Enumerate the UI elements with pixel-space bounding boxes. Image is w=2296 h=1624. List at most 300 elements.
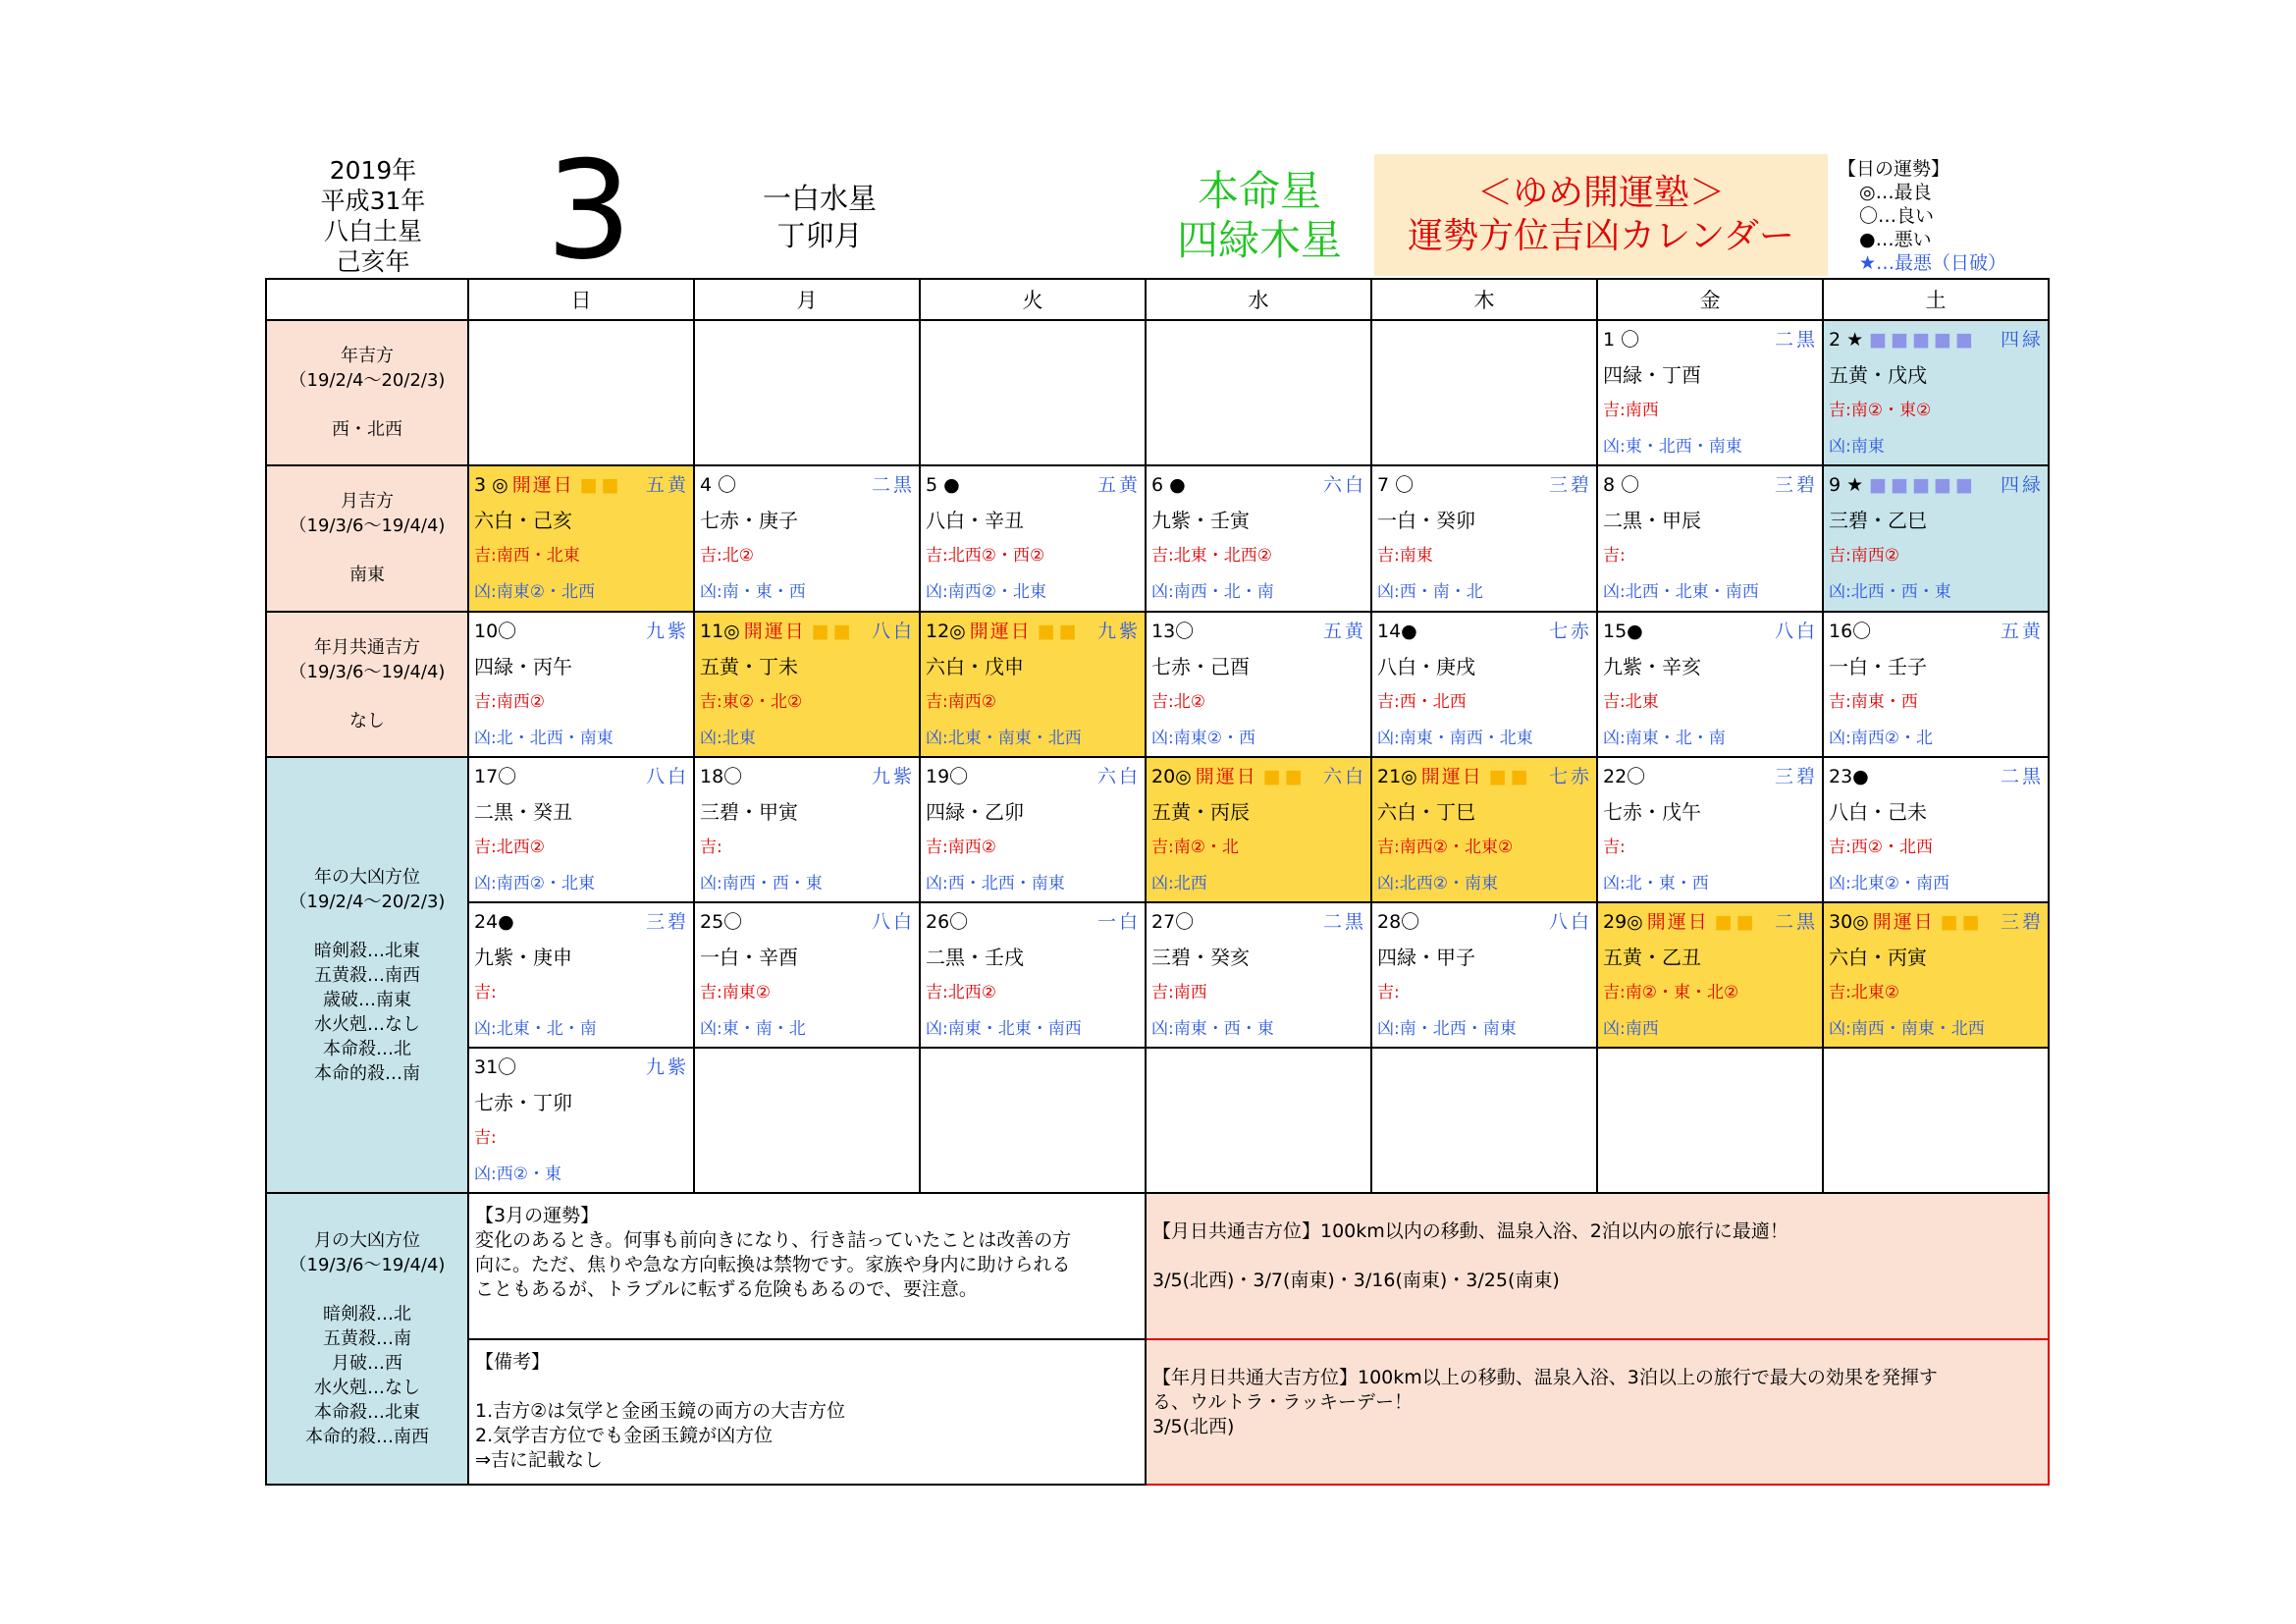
- day-number: 20◎: [1151, 765, 1192, 787]
- day-kichi: 吉:南西②・北東②: [1377, 837, 1514, 857]
- day-number: 4 〇: [700, 474, 737, 497]
- day-kichi: 吉:: [1377, 983, 1400, 1002]
- day-eto: 三碧・甲寅: [700, 799, 798, 824]
- day-cell[interactable]: [1597, 320, 1823, 465]
- day-kyo: 凶:北東②・南西: [1829, 873, 1949, 893]
- side-item: 本命殺…北: [323, 1038, 411, 1059]
- day-number: 2 ★: [1829, 329, 1864, 352]
- day-kichi: 吉:南②・東②: [1829, 401, 1932, 421]
- day-number: 29◎: [1603, 911, 1643, 933]
- week-row: [266, 320, 2049, 465]
- day-kyusei: 九紫: [1096, 620, 1141, 642]
- day-eto: 三碧・乙巳: [1829, 509, 1927, 533]
- nengappi-kippo-note: [1146, 1339, 2049, 1485]
- day-kyo: 凶:南東・北東・南西: [926, 1019, 1082, 1039]
- side-title: 年月共通吉方: [314, 636, 420, 658]
- day-header: [1377, 762, 1592, 791]
- day-kyusei: 四緑: [2000, 329, 2044, 352]
- day-header: [1151, 907, 1366, 937]
- day-header: [926, 907, 1141, 937]
- day-cell[interactable]: [1823, 465, 2049, 611]
- day-cell[interactable]: [1371, 465, 1597, 611]
- day-header: [1603, 470, 1818, 500]
- day-kichi: 吉:北東②: [1829, 983, 1899, 1002]
- day-cell[interactable]: [694, 612, 920, 757]
- day-kyusei: 二黒: [1774, 329, 1818, 352]
- note-title: 【備考】: [475, 1350, 551, 1373]
- day-kyo: 凶:北・北西・南東: [474, 728, 614, 748]
- day-kyusei: 九紫: [645, 1056, 689, 1079]
- day-cell[interactable]: [1597, 757, 1823, 902]
- day-eto: 五黄・戊戌: [1829, 363, 1927, 388]
- weekday-blank: [266, 279, 468, 320]
- day-cell[interactable]: [1823, 612, 2049, 757]
- side-item: 暗剣殺…北東: [314, 940, 420, 961]
- day-eto: 五黄・丙辰: [1151, 799, 1250, 824]
- day-number: 1 〇: [1603, 329, 1640, 352]
- day-kyusei: 二黒: [2000, 765, 2044, 787]
- honmei-star: [1147, 167, 1372, 265]
- day-eto: 四緑・丙午: [474, 654, 572, 678]
- day-kichi: 吉:北西②・西②: [926, 546, 1045, 567]
- day-header: [926, 617, 1141, 646]
- day-header: [926, 762, 1141, 791]
- calendar-grid: [265, 278, 2048, 1486]
- day-header: [1603, 907, 1818, 937]
- day-kyusei: 三碧: [645, 911, 689, 933]
- day-kyo: 凶:北・東・西: [1603, 873, 1709, 893]
- note-title: 【3月の運勢】: [475, 1205, 600, 1227]
- day-header: [474, 617, 689, 646]
- day-header: [926, 470, 1141, 500]
- side-item: 本命的殺…南西: [305, 1427, 429, 1448]
- weekday-fri: 金: [1597, 279, 1823, 320]
- note-line: る、ウルトラ・ラッキーデー！: [1152, 1390, 1414, 1413]
- day-cell[interactable]: [1823, 320, 2049, 465]
- day-kichi: 吉:東②・北②: [700, 691, 803, 712]
- day-number: 28〇: [1377, 911, 1420, 933]
- kaiun-label: 開運日: [1872, 911, 1935, 933]
- day-number: 30◎: [1829, 911, 1869, 933]
- side-period: （19/3/6～19/4/4): [289, 661, 446, 682]
- day-cell[interactable]: [1823, 902, 2049, 1048]
- day-eto: 八白・己未: [1829, 799, 1927, 824]
- day-header: [1829, 617, 2044, 646]
- day-header: [1151, 617, 1366, 646]
- day-kyo: 凶:東・南・北: [700, 1019, 806, 1039]
- day-header: [474, 1053, 689, 1082]
- day-header: [700, 762, 915, 791]
- day-header: [1377, 907, 1592, 937]
- day-kichi: 吉:南②・北: [1151, 837, 1239, 857]
- day-kyo: 凶:東・北西・南東: [1603, 437, 1742, 458]
- week-row: [266, 465, 2049, 611]
- day-kichi: 吉:南東・西: [1829, 691, 1918, 712]
- day-kichi: 吉:南西②: [474, 691, 545, 712]
- day-kichi: 吉:: [474, 983, 497, 1002]
- side-item: 暗剣殺…北: [323, 1304, 411, 1326]
- day-cell[interactable]: [468, 902, 694, 1048]
- honmei-label: 本命星: [1197, 167, 1321, 215]
- day-cell[interactable]: [1146, 757, 1371, 902]
- day-header: [1603, 325, 1818, 354]
- day-cell[interactable]: [1597, 612, 1823, 757]
- day-eto: 二黒・甲辰: [1603, 509, 1701, 533]
- brand-name: ＜ゆめ開運塾＞: [1476, 173, 1725, 213]
- note-line: 3/5(北西)・3/7(南東)・3/16(南東)・3/25(南東): [1152, 1270, 1560, 1292]
- side-nen-kippo: [266, 320, 468, 465]
- day-kyo: 凶:南西・南東・北西: [1829, 1019, 1985, 1039]
- kaiun-marker-icon: ■■: [579, 474, 623, 497]
- day-kyusei: 八白: [1548, 911, 1592, 933]
- day-kyo: 凶:西・北西・南東: [926, 873, 1065, 893]
- day-eto: 九紫・辛亥: [1603, 654, 1701, 678]
- day-eto: 七赤・丁卯: [474, 1091, 572, 1115]
- day-kichi: 吉:北②: [1151, 691, 1205, 712]
- weekday-mon: 月: [694, 279, 920, 320]
- day-eto: 五黄・丁未: [700, 654, 798, 678]
- weekday-thu: 木: [1371, 279, 1597, 320]
- remarks-note: [468, 1339, 1146, 1485]
- day-cell[interactable]: [1146, 465, 1371, 611]
- day-header: [700, 470, 915, 500]
- day-kyo: 凶:北東: [700, 728, 756, 748]
- day-kyo: 凶:南西・西・東: [700, 873, 823, 893]
- weekday-wed: 水: [1146, 279, 1371, 320]
- side-title: 年の大凶方位: [314, 866, 420, 888]
- day-number: 24●: [474, 911, 514, 933]
- day-number: 10〇: [474, 620, 517, 642]
- day-kyo: 凶:西・南・北: [1377, 582, 1483, 603]
- day-kyusei: 五黄: [2000, 620, 2044, 642]
- day-kichi: 吉:西②・北西: [1829, 837, 1933, 857]
- day-kyusei: 二黒: [1774, 911, 1818, 933]
- day-number: 11◎: [700, 620, 740, 642]
- day-kichi: 吉:南西: [1151, 983, 1207, 1002]
- day-cell-empty: [1371, 320, 1597, 465]
- day-cell[interactable]: [468, 757, 694, 902]
- weekday-row: [266, 279, 2049, 320]
- day-kichi: 吉:北西②: [926, 983, 996, 1002]
- kaiun-label: 開運日: [1195, 765, 1257, 787]
- day-kyusei: 五黄: [645, 474, 689, 497]
- day-eto: 九紫・庚申: [474, 946, 572, 969]
- day-kyo: 凶:南東・西・東: [1151, 1019, 1274, 1039]
- day-cell[interactable]: [920, 612, 1146, 757]
- day-kichi: 吉:: [700, 837, 722, 857]
- day-eto: 六白・己亥: [474, 509, 572, 533]
- legend-worst: ★…最悪（日破）: [1859, 252, 2007, 274]
- day-number: 31〇: [474, 1056, 517, 1079]
- day-kyusei: 八白: [1774, 620, 1818, 642]
- note-line: 向に。ただ、焦りや急な方向転換は禁物です。家族や身内に助けられる: [475, 1254, 1071, 1276]
- note-title: 【年月日共通大吉方位】100km以上の移動、温泉入浴、3泊以上の旅行で最大の効果を発揮す: [1152, 1366, 1938, 1388]
- month-eto-line: 丁卯月: [776, 219, 863, 252]
- day-kyo: 凶:北西・北東・南西: [1603, 582, 1759, 603]
- day-eto: 八白・庚戌: [1377, 654, 1475, 678]
- day-cell-empty: [1597, 1048, 1823, 1193]
- side-value: 西・北西: [332, 419, 402, 441]
- day-eto: 七赤・己酉: [1151, 654, 1250, 678]
- day-kichi: 吉:北東・北西②: [1151, 546, 1272, 567]
- day-kyo: 凶:南東・南西・北東: [1377, 728, 1533, 748]
- day-header: [1377, 617, 1592, 646]
- week-row: [266, 902, 2049, 1048]
- day-number: 19〇: [926, 765, 969, 787]
- day-kichi: 吉:北②: [700, 546, 754, 567]
- kaiun-label: 開運日: [743, 620, 806, 642]
- day-kyo: 凶:北東・北・南: [474, 1019, 597, 1039]
- kaiun-marker-icon: ■■: [1714, 911, 1758, 933]
- legend-bad: ●…悪い: [1859, 229, 1932, 250]
- nippa-marker-icon: ■■■■■: [1869, 329, 1977, 352]
- day-header: [700, 907, 915, 937]
- day-kyo: 凶:南東・北・南: [1603, 728, 1726, 748]
- side-item: 水火剋…なし: [314, 1013, 420, 1035]
- nippa-marker-icon: ■■■■■: [1869, 474, 1977, 497]
- day-kyusei: 五黄: [1322, 620, 1366, 642]
- day-kyo: 凶:南・東・西: [700, 582, 806, 603]
- side-title: 月吉方: [341, 491, 394, 513]
- kaiun-marker-icon: ■■: [1940, 911, 1984, 933]
- week-row: [266, 757, 2049, 902]
- day-number: 3 ◎: [474, 474, 508, 497]
- day-kyusei: 三碧: [2000, 911, 2044, 933]
- day-kyusei: 八白: [645, 765, 689, 787]
- side-item: 水火剋…なし: [314, 1378, 420, 1399]
- fortune-legend: [1838, 157, 2044, 275]
- kaiun-marker-icon: ■■: [811, 620, 855, 642]
- day-cell[interactable]: [694, 465, 920, 611]
- weekday-tue: 火: [920, 279, 1146, 320]
- side-period: （19/3/6～19/4/4): [289, 515, 446, 537]
- year-info: [270, 155, 476, 277]
- day-kichi: 吉:: [1603, 837, 1626, 857]
- day-cell[interactable]: [1597, 902, 1823, 1048]
- day-kyusei: 四緑: [2000, 474, 2044, 497]
- day-header: [1151, 470, 1366, 500]
- day-eto: 四緑・乙卯: [926, 799, 1024, 824]
- day-number: 25〇: [700, 911, 743, 933]
- year-eto-line: 己亥年: [336, 247, 410, 276]
- day-eto: 三碧・癸亥: [1151, 946, 1250, 969]
- kaiun-label: 開運日: [511, 474, 574, 497]
- day-number: 14●: [1377, 620, 1417, 642]
- day-header: [1151, 762, 1366, 791]
- day-kyo: 凶:南東②・北西: [474, 582, 595, 603]
- day-cell-empty: [920, 320, 1146, 465]
- legend-good: 〇…良い: [1859, 205, 1935, 227]
- side-item: 本命的殺…南: [314, 1062, 420, 1084]
- day-cell[interactable]: [694, 902, 920, 1048]
- day-eto: 六白・丁巳: [1377, 799, 1475, 824]
- month-number: 3: [546, 132, 632, 290]
- day-number: 22〇: [1603, 765, 1646, 787]
- day-number: 16〇: [1829, 620, 1872, 642]
- note-line: こともあるが、トラブルに転ずる危険もあるので、要注意。: [475, 1278, 978, 1301]
- day-kyo: 凶:南東②・西: [1151, 728, 1255, 748]
- day-cell[interactable]: [920, 902, 1146, 1048]
- note-line: ⇒吉に記載なし: [475, 1448, 603, 1471]
- weekday-sat: 土: [1823, 279, 2049, 320]
- day-kyo: 凶:南西: [1603, 1019, 1659, 1039]
- side-tsuki-daikyo: [266, 1193, 468, 1485]
- day-number: 17〇: [474, 765, 517, 787]
- side-item: 歳破…南東: [323, 989, 411, 1010]
- day-kyo: 凶:南西②・北東: [474, 873, 595, 893]
- kaiun-label: 開運日: [969, 620, 1032, 642]
- day-header: [1829, 470, 2044, 500]
- day-number: 5 ●: [926, 474, 960, 497]
- year-star-line: 八白土星: [323, 217, 422, 245]
- side-tsuki-kippo: [266, 465, 468, 611]
- day-kyo: 凶:北西: [1151, 873, 1207, 893]
- day-kichi: 吉:南西: [1603, 401, 1659, 421]
- day-kichi: 吉:南東②: [700, 983, 771, 1002]
- note-title: 【月日共通吉方位】100km以内の移動、温泉入浴、2泊以内の旅行に最適！: [1152, 1220, 1789, 1243]
- weekday-sun: 日: [468, 279, 694, 320]
- day-number: 6 ●: [1151, 474, 1186, 497]
- day-cell-empty: [468, 320, 694, 465]
- day-eto: 七赤・戊午: [1603, 799, 1701, 824]
- day-cell[interactable]: [468, 465, 694, 611]
- day-cell[interactable]: [468, 1048, 694, 1193]
- day-eto: 四緑・丁酉: [1603, 363, 1701, 388]
- kaiun-label: 開運日: [1646, 911, 1709, 933]
- day-cell[interactable]: [1146, 612, 1371, 757]
- day-kyusei: 二黒: [871, 474, 915, 497]
- day-kyusei: 八白: [871, 620, 915, 642]
- day-kyo: 凶:北西②・南東: [1377, 873, 1498, 893]
- day-kyo: 凶:南西②・北東: [926, 582, 1046, 603]
- day-cell-empty: [1371, 1048, 1597, 1193]
- day-kyusei: 五黄: [1096, 474, 1141, 497]
- day-header: [474, 470, 689, 500]
- day-number: 12◎: [926, 620, 966, 642]
- day-cell[interactable]: [1371, 757, 1597, 902]
- day-kyusei: 八白: [871, 911, 915, 933]
- note-line: 1.吉方②は気学と金函玉鏡の両方の大吉方位: [475, 1399, 846, 1422]
- day-cell[interactable]: [1823, 757, 2049, 902]
- day-cell[interactable]: [694, 757, 920, 902]
- day-cell[interactable]: [920, 757, 1146, 902]
- side-nengetsu-kippo: [266, 612, 468, 757]
- notes-row: [266, 1193, 2049, 1338]
- kaiun-marker-icon: ■■: [1488, 765, 1532, 787]
- day-cell-empty: [694, 1048, 920, 1193]
- side-title: 月の大凶方位: [314, 1230, 420, 1252]
- day-number: 18〇: [700, 765, 743, 787]
- day-cell[interactable]: [468, 612, 694, 757]
- day-kyusei: 七赤: [1548, 765, 1592, 787]
- week-row: [266, 1048, 2049, 1193]
- day-cell-empty: [694, 320, 920, 465]
- day-kyo: 凶:南西②・北: [1829, 728, 1933, 748]
- day-eto: 一白・癸卯: [1377, 509, 1475, 533]
- day-header: [1603, 762, 1818, 791]
- day-number: 26〇: [926, 911, 969, 933]
- day-eto: 一白・壬子: [1829, 654, 1927, 678]
- day-cell[interactable]: [1371, 902, 1597, 1048]
- day-number: 8 〇: [1603, 474, 1640, 497]
- day-header: [1829, 907, 2044, 937]
- day-cell[interactable]: [1597, 465, 1823, 611]
- kaiun-marker-icon: ■■: [1262, 765, 1307, 787]
- day-kyusei: 三碧: [1774, 474, 1818, 497]
- side-item: 五黄殺…南: [323, 1328, 411, 1350]
- day-kyusei: 六白: [1322, 765, 1366, 787]
- day-kichi: 吉:南西②: [926, 837, 996, 857]
- day-kyusei: 六白: [1322, 474, 1366, 497]
- month-star-line: 一白水星: [762, 182, 877, 215]
- day-kichi: 吉:西・北西: [1377, 691, 1467, 712]
- day-header: [474, 907, 689, 937]
- day-kyo: 凶:西②・東: [474, 1164, 561, 1185]
- day-cell[interactable]: [920, 465, 1146, 611]
- side-nen-daikyo: [266, 757, 468, 1194]
- day-kyo: 凶:南西・北・南: [1151, 582, 1274, 603]
- day-kichi: 吉:北東: [1603, 691, 1659, 712]
- day-header: [1603, 617, 1818, 646]
- day-eto: 九紫・壬寅: [1151, 509, 1250, 533]
- day-number: 7 〇: [1377, 474, 1415, 497]
- day-eto: 五黄・乙丑: [1603, 946, 1701, 969]
- day-cell[interactable]: [1371, 612, 1597, 757]
- brand-subtitle: 運勢方位吉凶カレンダー: [1408, 216, 1794, 256]
- note-line: 3/5(北西): [1152, 1415, 1235, 1437]
- gappi-kippo-note: [1146, 1193, 2049, 1338]
- side-item: 月破…西: [332, 1353, 402, 1375]
- day-kyo: 凶:北東・南東・北西: [926, 728, 1082, 748]
- day-number: 13〇: [1151, 620, 1195, 642]
- day-number: 15●: [1603, 620, 1643, 642]
- day-eto: 七赤・庚子: [700, 509, 798, 533]
- calendar-table: [265, 278, 2050, 1486]
- day-kichi: 吉:: [474, 1128, 497, 1149]
- legend-best: ◎…最良: [1859, 182, 1932, 203]
- day-cell-empty: [1146, 320, 1371, 465]
- day-kyusei: 九紫: [871, 765, 915, 787]
- side-title: 年吉方: [341, 346, 394, 367]
- week-row: [266, 612, 2049, 757]
- day-kyo: 凶:南東: [1829, 437, 1885, 458]
- side-value: なし: [349, 710, 385, 731]
- day-kichi: 吉:南西・北東: [474, 546, 580, 567]
- day-kichi: 吉:: [1603, 546, 1626, 567]
- day-kyo: 凶:北西・西・東: [1829, 582, 1951, 603]
- day-kyo: 凶:南・北西・南東: [1377, 1019, 1517, 1039]
- side-period: （19/2/4～20/2/3): [289, 891, 446, 912]
- day-eto: 一白・辛酉: [700, 946, 798, 969]
- honmei-value: 四緑木星: [1176, 216, 1342, 264]
- day-kyusei: 七赤: [1548, 620, 1592, 642]
- day-kichi: 吉:南②・東・北②: [1603, 983, 1739, 1002]
- month-fortune-note: [468, 1193, 1146, 1338]
- day-kichi: 吉:南東: [1377, 546, 1433, 567]
- day-header: [474, 762, 689, 791]
- notes-row: [266, 1339, 2049, 1485]
- day-cell[interactable]: [1146, 902, 1371, 1048]
- day-eto: 四緑・甲子: [1377, 946, 1475, 969]
- day-header: [1377, 470, 1592, 500]
- legend-title: 【日の運勢】: [1838, 158, 1950, 180]
- day-eto: 二黒・壬戌: [926, 946, 1024, 969]
- day-kichi: 吉:南西②: [926, 691, 996, 712]
- day-kyusei: 九紫: [645, 620, 689, 642]
- day-cell-empty: [1823, 1048, 2049, 1193]
- day-eto: 二黒・癸丑: [474, 799, 572, 824]
- day-kyusei: 三碧: [1548, 474, 1592, 497]
